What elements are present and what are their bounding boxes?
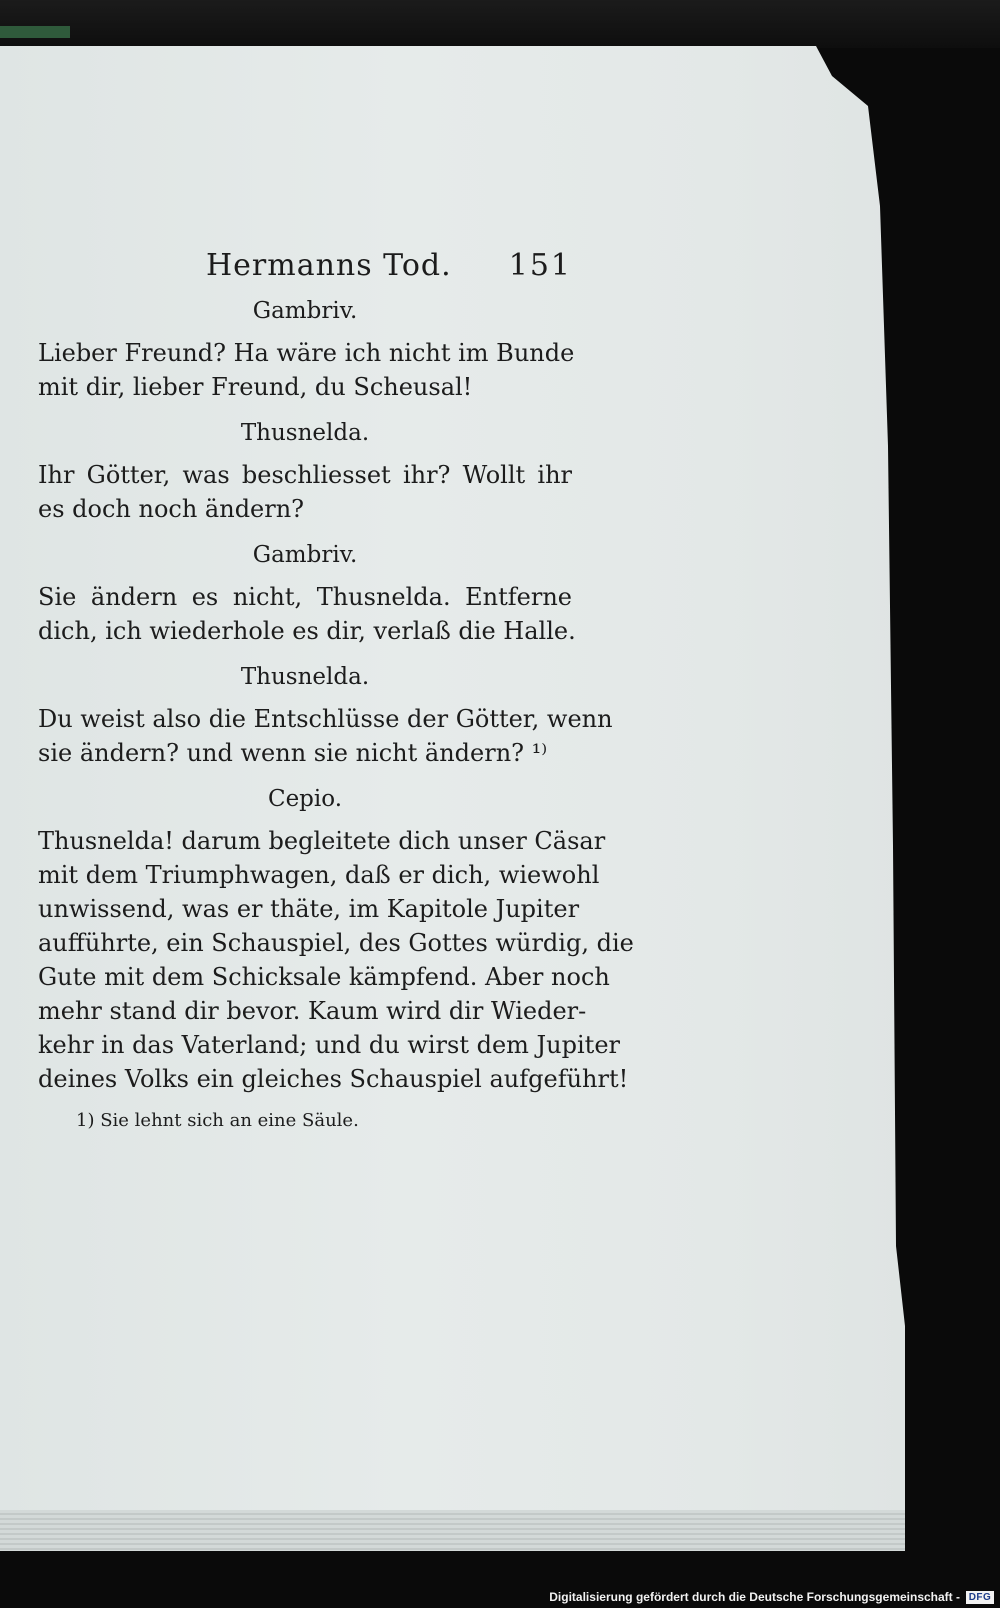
text-line: dich, ich wiederhole es dir, verlaß die Halle.: [38, 617, 576, 645]
speaker-heading: Thusnelda.: [240, 664, 370, 690]
speaker-heading: Thusnelda.: [240, 420, 370, 446]
text-line: sie ändern? und wenn sie nicht ändern? ¹⁾: [38, 739, 548, 767]
text-line: Sie ändern es nicht, Thusnelda. Entferne: [38, 583, 572, 611]
text-line: Lieber Freund? Ha wäre ich nicht im Bunde: [38, 339, 575, 367]
text-line: Thusnelda! darum begleitete dich unser Cäsar: [38, 827, 606, 855]
footnote: 1) Sie lehnt sich an eine Säule.: [76, 1110, 359, 1131]
text-line: aufführte, ein Schauspiel, des Gottes würdig, die: [38, 929, 634, 957]
speaker-heading: Cepio.: [267, 786, 343, 812]
speaker-heading: Gambriv.: [252, 542, 358, 568]
running-title: Hermanns Tod.: [206, 248, 452, 283]
page-number: 151: [508, 248, 572, 283]
text-line: Gute mit dem Schicksale kämpfend. Aber noch: [38, 963, 610, 991]
dialogue-paragraph: [38, 336, 575, 404]
dfg-logo: DFG: [966, 1591, 994, 1604]
text-line: mehr stand dir bevor. Kaum wird dir Wieder-: [38, 997, 587, 1025]
page-stack-edge: [0, 1510, 905, 1551]
text-line: unwissend, was er thäte, im Kapitole Jupiter: [38, 895, 580, 923]
text-line: mit dem Triumphwagen, daß er dich, wiewohl: [38, 861, 600, 889]
text-line: deines Volks ein gleiches Schauspiel aufgeführt!: [38, 1065, 629, 1093]
credit-text: Digitalisierung gefördert durch die Deutsche Forschungsgemeinschaft -: [549, 1590, 960, 1604]
text-line: Du weist also die Entschlüsse der Götter, wenn: [38, 705, 613, 733]
text-line: es doch noch ändern?: [38, 495, 305, 523]
text-line: mit dir, lieber Freund, du Scheusal!: [38, 373, 473, 401]
speaker-heading: Gambriv.: [252, 298, 358, 324]
dialogue-paragraph: [38, 824, 634, 1096]
dialogue-paragraph: [38, 702, 613, 770]
book-cover-edge: [0, 26, 70, 38]
running-head: [38, 230, 572, 296]
text-line: kehr in das Vaterland; und du wirst dem Jupiter: [38, 1031, 620, 1059]
dialogue-paragraph: [38, 580, 576, 648]
scan-border-top: [0, 0, 1000, 48]
digitization-credit-bar: [0, 1588, 1000, 1608]
page-content: [38, 230, 634, 1134]
dialogue-paragraph: [38, 458, 572, 526]
text-line: Ihr Götter, was beschliesset ihr? Wollt ihr: [38, 461, 572, 489]
